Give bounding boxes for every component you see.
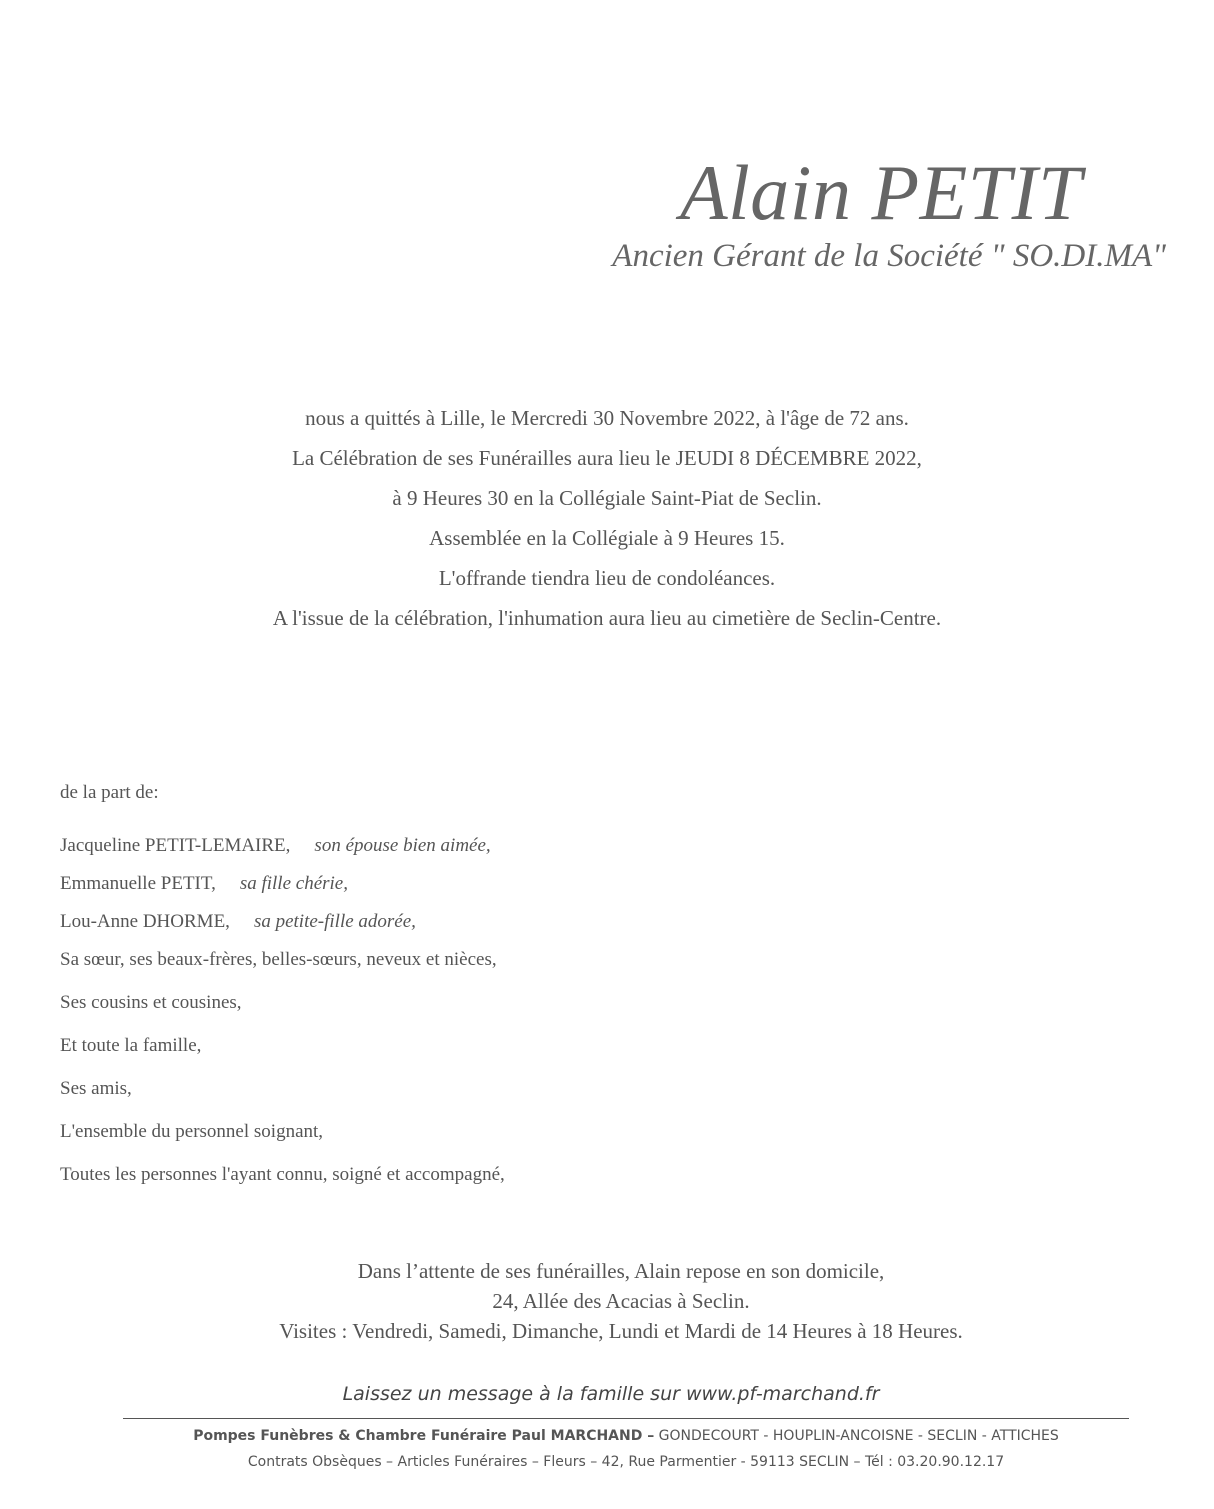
deceased-title: Ancien Gérant de la Société " SO.DI.MA" bbox=[612, 238, 1166, 274]
visit-line: Dans l’attente de ses funérailles, Alain repose en son domicile, bbox=[357, 1259, 885, 1283]
visit-info bbox=[0, 1256, 1214, 1346]
announcement-line: La Célébration de ses Funérailles aura lieu le JEUDI 8 DÉCEMBRE 2022, bbox=[292, 446, 922, 470]
family-member-name: Jacqueline PETIT-LEMAIRE, bbox=[60, 835, 291, 856]
family-group: Ses cousins et cousines, bbox=[60, 992, 242, 1013]
condolence-message: Laissez un message à la famille sur www.pf-marchand.fr bbox=[342, 1383, 880, 1405]
family-member-name: Emmanuelle PETIT, bbox=[60, 873, 216, 894]
announcement-line: nous a quittés à Lille, le Mercredi 30 Novembre 2022, à l'âge de 72 ans. bbox=[305, 406, 909, 430]
family-group: Toutes les personnes l'ayant connu, soigné et accompagné, bbox=[60, 1164, 505, 1185]
announcement-line: à 9 Heures 30 en la Collégiale Saint-Piat de Seclin. bbox=[392, 486, 822, 510]
footer-services: Contrats Obsèques – Articles Funéraires – Fleurs – 42, Rue Parmentier - 59113 SECLIN – Tél : 03.20.90.12.17 bbox=[247, 1454, 1005, 1470]
company-name: Pompes Funèbres & Chambre Funéraire Paul MARCHAND – bbox=[193, 1428, 655, 1444]
company-towns: GONDECOURT - HOUPLIN-ANCOISNE - SECLIN - ATTICHES bbox=[654, 1428, 1059, 1444]
footer-divider bbox=[123, 1418, 1129, 1419]
visit-line: 24, Allée des Acacias à Seclin. bbox=[492, 1289, 750, 1313]
family-member bbox=[60, 870, 505, 908]
family-member bbox=[60, 832, 505, 870]
family-member-role: sa fille chérie, bbox=[239, 873, 348, 894]
family-member-name: Lou-Anne DHORME, bbox=[60, 911, 230, 932]
family-member-role: sa petite-fille adorée, bbox=[253, 911, 416, 932]
announcement-line: L'offrande tiendra lieu de condoléances. bbox=[438, 566, 776, 590]
family-list bbox=[60, 832, 505, 1204]
family-group: L'ensemble du personnel soignant, bbox=[60, 1121, 324, 1142]
footer-company bbox=[0, 1428, 1214, 1444]
family-member-role: son épouse bien aimée, bbox=[314, 835, 491, 856]
announcement-line: Assemblée en la Collégiale à 9 Heures 15. bbox=[429, 526, 785, 550]
family-label: de la part de: bbox=[60, 782, 159, 803]
announcement-block bbox=[0, 398, 1214, 638]
visit-line: Visites : Vendredi, Samedi, Dimanche, Lundi et Mardi de 14 Heures à 18 Heures. bbox=[279, 1319, 963, 1343]
announcement-line: A l'issue de la célébration, l'inhumation aura lieu au cimetière de Seclin-Centre. bbox=[272, 606, 942, 630]
family-group: Ses amis, bbox=[60, 1078, 132, 1099]
family-group: Sa sœur, ses beaux-frères, belles-sœurs, neveux et nièces, bbox=[60, 949, 497, 970]
deceased-name: Alain PETIT bbox=[679, 149, 1082, 236]
family-group: Et toute la famille, bbox=[60, 1035, 202, 1056]
family-member bbox=[60, 908, 505, 946]
